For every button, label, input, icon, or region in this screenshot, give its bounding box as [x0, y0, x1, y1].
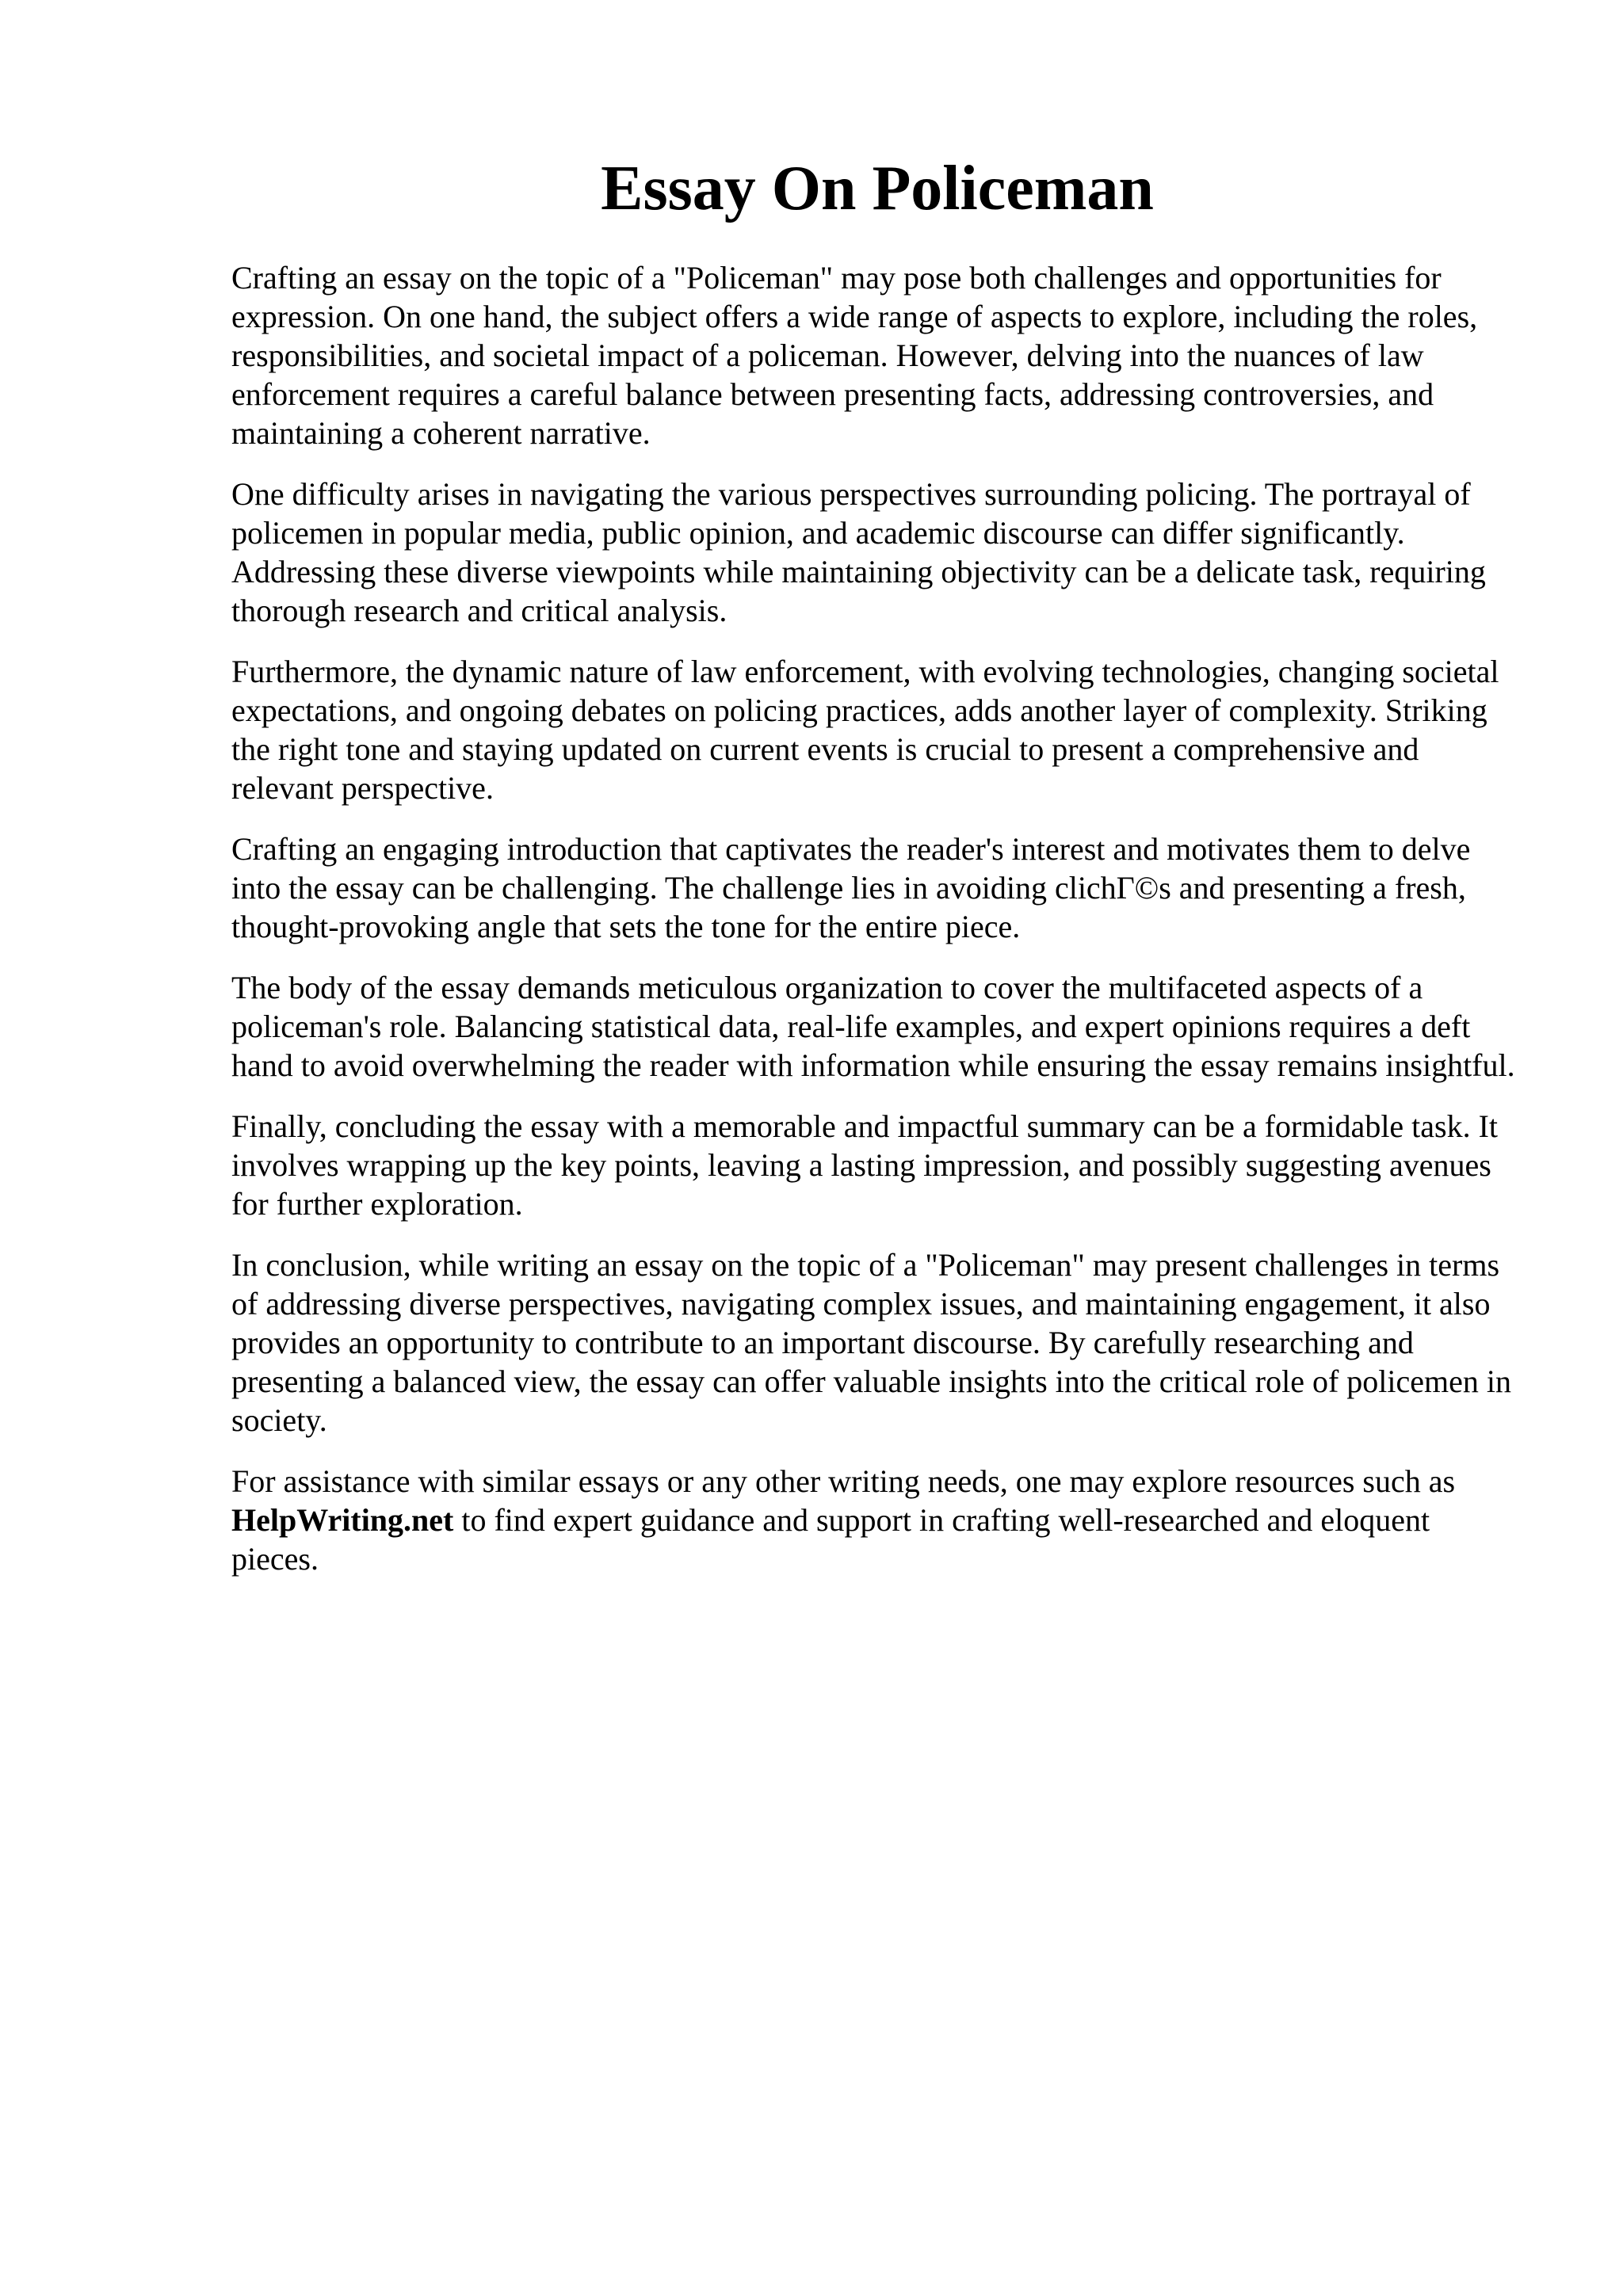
paragraph-intro: Crafting an essay on the topic of a "Policeman" may pose both challenges and opportunities for expression. On one hand, the subject offers a wide range of aspects to explore, including the roles, responsibilities, and societal impact of a policeman. However, delving into the nuances of law enforcement requires a careful balance between presenting facts, addressing controversies, and maintaining a coherent narrative.: [231, 260, 1478, 451]
paragraph-dynamic-nature: Furthermore, the dynamic nature of law enforcement, with evolving technologies, changing societal expectations, and ongoing debates on policing practices, adds another layer of complexity. Striking the right tone and staying updated on current events is crucial to present a comprehensive and relevant perspective.: [231, 654, 1499, 806]
paragraph-perspectives: One difficulty arises in navigating the various perspectives surrounding policing. The portrayal of policemen in popular media, public opinion, and academic discourse can differ significantly. Addressing these diverse viewpoints while maintaining objectivity can be a delicate task, requiring thorough research and critical analysis.: [231, 476, 1486, 628]
paragraph-conclusion: In conclusion, while writing an essay on the topic of a "Policeman" may present challenges in terms of addressing diverse perspectives, navigating complex issues, and maintaining engagement, it also provides an opportunity to contribute to an important discourse. By carefully researching and presenting a balanced view, the essay can offer valuable insights into the critical role of policemen in society.: [231, 1247, 1511, 1438]
paragraph-introduction-challenge: Crafting an engaging introduction that captivates the reader's interest and motivates them to delve into the essay can be challenging. The challenge lies in avoiding clichΓ©s and presenting a fresh, thought-provoking angle that sets the tone for the entire piece.: [231, 831, 1471, 944]
paragraph-body: The body of the essay demands meticulous organization to cover the multifaceted aspects of a policeman's role. Balancing statistical data, real-life examples, and expert opinions requires a deft hand to avoid overwhelming the reader with information while ensuring the essay remains insightful.: [231, 970, 1515, 1083]
paragraph-closing: [231, 1462, 1523, 1578]
closing-text-before: For assistance with similar essays or any other writing needs, one may explore resources such as: [231, 1463, 1456, 1499]
page-title: Essay On Policeman: [601, 154, 1154, 223]
closing-text-after: to find expert guidance and support in crafting well-researched and eloquent pieces.: [231, 1502, 1430, 1577]
paragraph-conclusion-task: Finally, concluding the essay with a memorable and impactful summary can be a formidable task. It involves wrapping up the key points, leaving a lasting impression, and possibly suggesting avenues for further exploration.: [231, 1108, 1499, 1222]
helpwriting-link[interactable]: HelpWriting.net: [231, 1502, 454, 1538]
document-content: [231, 151, 1523, 1600]
